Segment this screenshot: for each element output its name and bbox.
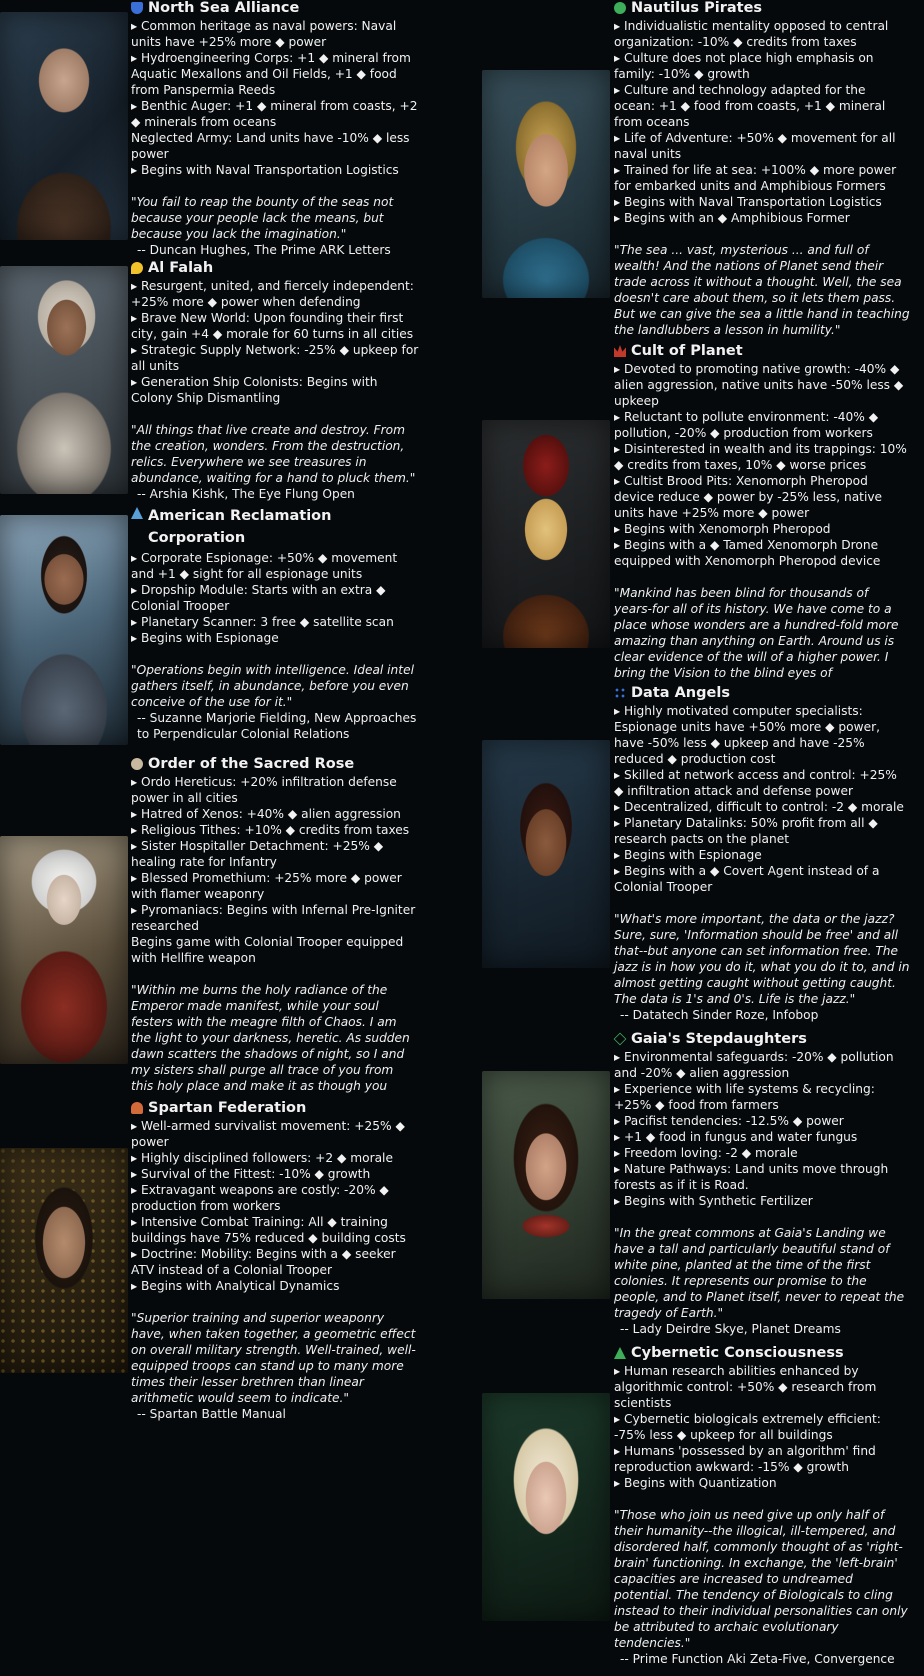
trait-line: ▸ Trained for life at sea: +100% ◆ more power for embarked units and Amphibious Formers [614,163,897,193]
faction-quote: "Those who join us need give up only half of their humanity--the illogical, ill-tempered, and disordered half, commonly thought of as 'right-brain' functioning. In exchange, the 'left-brain' capacities are increased to undreamed potential. The tendency of Biologicals to cling instead to their individual personalities can only be attributed to archaic evolutionary tendencies." [614,1508,908,1650]
trait-line: ▸ Experience with life systems & recycling: +25% ◆ food from farmers [614,1082,875,1112]
quote-attribution: -- Lady Deirdre Skye, Planet Dreams [620,1322,841,1336]
trident-icon [131,2,143,14]
trait-line: ▸ Begins with an ◆ Amphibious Former [614,211,850,225]
faction-quote: "Within me burns the holy radiance of the Emperor made manifest, while your soul festers with the meagre filth of Chaos. I am the light to your darkness, heretic. As sudden dawn scatters the shadows of night, so I and my sisters shall purge all trace of you from this holy place and make it as though you [131,983,410,1093]
faction-description [614,0,910,338]
trait-line: ▸ Generation Ship Colonists: Begins with Colony Ship Dismantling [131,375,378,405]
faction-description [131,756,419,1094]
trait-line: ▸ Begins with Quantization [614,1476,777,1490]
faction-quote: "Superior training and superior weaponry have, when taken together, a geometric effect on overall military strength. Well-trained, well-equipped troops can stand up to many more times their lesser brethren than linear arithmetic would seem to indicate." [131,1311,416,1405]
flame-icon [131,262,143,274]
crown-icon [614,345,626,357]
quote-attribution: -- Spartan Battle Manual [137,1407,286,1421]
leader-portrait [0,1148,128,1373]
faction-quote: "You fail to reap the bounty of the seas not because your people lack the means, but because you lack the imagination." [131,195,394,241]
trait-line: ▸ Humans 'possessed by an algorithm' find reproduction awkward: -15% ◆ growth [614,1444,876,1474]
faction-quote: "Mankind has been blind for thousands of years-for all of its history. We have come to a place whose wonders are a hundred-fold more amazing than anything on Earth. Around us is clear evidence of the will of a higher power. I bring the Vision to the blind eyes of [614,586,899,680]
trait-line: ▸ Hydroengineering Corps: +1 ◆ mineral from Aquatic Mexallons and Oil Fields, +1 ◆ food from Panspermia Reeds [131,51,411,97]
trait-line: ▸ Begins with Naval Transportation Logistics [614,195,882,209]
trait-line: ▸ Begins with Espionage [131,631,279,645]
trait-line: ▸ Disinterested in wealth and its trappings: 10% ◆ credits from taxes, 10% ◆ worse prices [614,442,907,472]
trait-line: ▸ Begins with a ◆ Covert Agent instead of a Colonial Trooper [614,864,880,894]
nautilus-icon [614,2,626,14]
trait-line: ▸ +1 ◆ food in fungus and water fungus [614,1130,858,1144]
trait-line: ▸ Ordo Hereticus: +20% infiltration defense power in all cities [131,775,397,805]
faction-title: Order of the Sacred Rose [131,756,419,773]
trait-line: ▸ Begins with Synthetic Fertilizer [614,1194,813,1208]
rose-icon [131,758,143,770]
trait-line: ▸ Culture does not place high emphasis on family: -10% ◆ growth [614,51,874,81]
leader-portrait [482,1071,610,1299]
trait-line: ▸ Begins with Xenomorph Pheropod [614,522,831,536]
trait-line: ▸ Pacifist tendencies: -12.5% ◆ power [614,1114,844,1128]
faction-description [131,0,419,258]
leader-portrait [0,266,128,494]
faction-description [614,1345,910,1667]
trait-line: ▸ Sister Hospitaller Detachment: +25% ◆ healing rate for Infantry [131,839,384,869]
trait-line: ▸ Highly disciplined followers: +2 ◆ morale [131,1151,393,1165]
faction-quote: "In the great commons at Gaia's Landing we have a tall and particularly beautiful stand of white pine, planted at the time of the first colonies. It represents our promise to the people, and to Planet itself, never to repeat the tragedy of Earth." [614,1226,905,1320]
trait-line: ▸ Survival of the Fittest: -10% ◆ growth [131,1167,371,1181]
trait-line: ▸ Begins with Analytical Dynamics [131,1279,340,1293]
trait-line: ▸ Cybernetic biologicals extremely efficient: -75% less ◆ upkeep for all buildings [614,1412,881,1442]
trait-line: ▸ Hatred of Xenos: +40% ◆ alien aggression [131,807,401,821]
faction-description [131,505,419,742]
trait-line: ▸ Skilled at network access and control: +25% ◆ infiltration attack and defense power [614,768,897,798]
trait-line: ▸ Planetary Scanner: 3 free ◆ satellite scan [131,615,394,629]
faction-title: Gaia's Stepdaughters [614,1031,910,1048]
leader-portrait [0,515,128,745]
trait-line: ▸ Freedom loving: -2 ◆ morale [614,1146,798,1160]
trait-line: ▸ Decentralized, difficult to control: -2 ◆ morale [614,800,904,814]
trait-line: ▸ Doctrine: Mobility: Begins with a ◆ seeker ATV instead of a Colonial Trooper [131,1247,396,1277]
trait-line: ▸ Brave New World: Upon founding their first city, gain +4 ◆ morale for 60 turns in all cities [131,311,414,341]
trait-line: ▸ Human research abilities enhanced by algorithmic control: +50% ◆ research from scientists [614,1364,877,1410]
faction-description [614,685,910,1023]
trait-line: ▸ Nature Pathways: Land units move through forests as if it is Road. [614,1162,889,1192]
leader-portrait [482,70,610,298]
faction-title: Cybernetic Consciousness [614,1345,910,1362]
faction-title: American Reclamation Corporation [131,505,419,549]
quote-attribution: -- Prime Function Aki Zeta-Five, Convergence [620,1652,895,1666]
faction-quote: "The sea ... vast, mysterious ... and full of wealth! And the nations of Planet send their trade across it without a thought. Well, the sea doesn't care about them, so it lets them pass. But we can give the sea a little hand in teaching the landlubbers a lesson in humility." [614,243,910,337]
faction-title: North Sea Alliance [131,0,419,17]
trait-line: ▸ Intensive Combat Training: All ◆ training buildings have 75% reduced ◆ building costs [131,1215,406,1245]
trait-line: ▸ Environmental safeguards: -20% ◆ pollution and -20% ◆ alien aggression [614,1050,894,1080]
trait-line: ▸ Common heritage as naval powers: Naval units have +25% more ◆ power [131,19,397,49]
quote-attribution: -- Suzanne Marjorie Fielding, New Approaches to Perpendicular Colonial Relations [137,711,417,741]
leader-portrait [482,740,610,968]
faction-quote: "What's more important, the data or the jazz? Sure, sure, 'Information should be free' and all that--but anyone can set information free. The jazz is in how you do it, what you do it to, and in almost getting caught without getting caught. The data is 1's and 0's. Life is the jazz." [614,912,910,1006]
trait-line: ▸ Dropship Module: Starts with an extra ◆ Colonial Trooper [131,583,386,613]
trait-line: ▸ Begins with Espionage [614,848,762,862]
faction-title: Nautilus Pirates [614,0,910,17]
trait-line: ▸ Devoted to promoting native growth: -40% ◆ alien aggression, native units have -50% less ◆ upkeep [614,362,904,408]
trait-line: ▸ Cultist Brood Pits: Xenomorph Pheropod device reduce ◆ power by -25% less, native units have +25% more ◆ power [614,474,883,520]
faction-title: Al Falah [131,260,419,277]
trait-line: ▸ Begins with a ◆ Tamed Xenomorph Drone equipped with Xenomorph Pheropod device [614,538,881,568]
trait-line: ▸ Benthic Auger: +1 ◆ mineral from coasts, +2 ◆ minerals from oceans [131,99,418,129]
trait-line: ▸ Reluctant to pollute environment: -40% ◆ pollution, -20% ◆ production from workers [614,410,879,440]
leaf-icon [614,1033,627,1046]
trait-line: ▸ Begins with Naval Transportation Logistics [131,163,399,177]
trait-line: ▸ Pyromaniacs: Begins with Infernal Pre-Igniter researched [131,903,416,933]
faction-quote: "All things that live create and destroy. From the creation, wonders. From the destruction, relics. Everywhere we see treasures in abundance, waiting for a hand to pluck them." [131,423,416,485]
helmet-icon [131,1102,143,1114]
faction-title: Spartan Federation [131,1100,419,1117]
leader-portrait [0,836,128,1064]
trait-line: ▸ Extravagant weapons are costly: -20% ◆ production from workers [131,1183,389,1213]
faction-title: Cult of Planet [614,343,910,360]
trait-line: Neglected Army: Land units have -10% ◆ less power [131,131,410,161]
trait-line: ▸ Resurgent, united, and fiercely independent: +25% more ◆ power when defending [131,279,414,309]
quote-attribution: -- Datatech Sinder Roze, Infobop [620,1008,819,1022]
circuit-icon [614,1347,626,1359]
leader-portrait [482,420,610,648]
leader-portrait [0,12,128,240]
faction-quote: "Operations begin with intelligence. Ideal intel gathers itself, in abundance, before you even conceive of the use for it." [131,663,414,709]
trait-line: ▸ Planetary Datalinks: 50% profit from all ◆ research pacts on the planet [614,816,878,846]
trait-line: ▸ Well-armed survivalist movement: +25% ◆ power [131,1119,405,1149]
trait-line: ▸ Culture and technology adapted for the ocean: +1 ◆ food from coasts, +1 ◆ mineral from oceans [614,83,886,129]
faction-description [614,343,910,681]
faction-description [131,1100,419,1422]
quote-attribution: -- Duncan Hughes, The Prime ARK Letters [137,243,391,257]
leader-portrait [482,1393,610,1621]
network-icon [614,687,626,699]
faction-description [614,1031,910,1337]
trait-line: ▸ Individualistic mentality opposed to central organization: -10% ◆ credits from taxes [614,19,889,49]
trait-line: ▸ Corporate Espionage: +50% ◆ movement and +1 ◆ sight for all espionage units [131,551,398,581]
trait-line: ▸ Highly motivated computer specialists: Espionage units have +50% more ◆ power, have -50% less ◆ upkeep and have -25% reduced ◆ production cost [614,704,880,766]
faction-description [131,260,419,502]
faction-title: Data Angels [614,685,910,702]
trait-line: ▸ Blessed Promethium: +25% more ◆ power with flamer weaponry [131,871,402,901]
trait-line: Begins game with Colonial Trooper equipped with Hellfire weapon [131,935,404,965]
trait-line: ▸ Religious Tithes: +10% ◆ credits from taxes [131,823,410,837]
pyramid-icon [131,507,143,519]
trait-line: ▸ Life of Adventure: +50% ◆ movement for all naval units [614,131,896,161]
quote-attribution: -- Arshia Kishk, The Eye Flung Open [137,487,355,501]
trait-line: ▸ Strategic Supply Network: -25% ◆ upkeep for all units [131,343,419,373]
